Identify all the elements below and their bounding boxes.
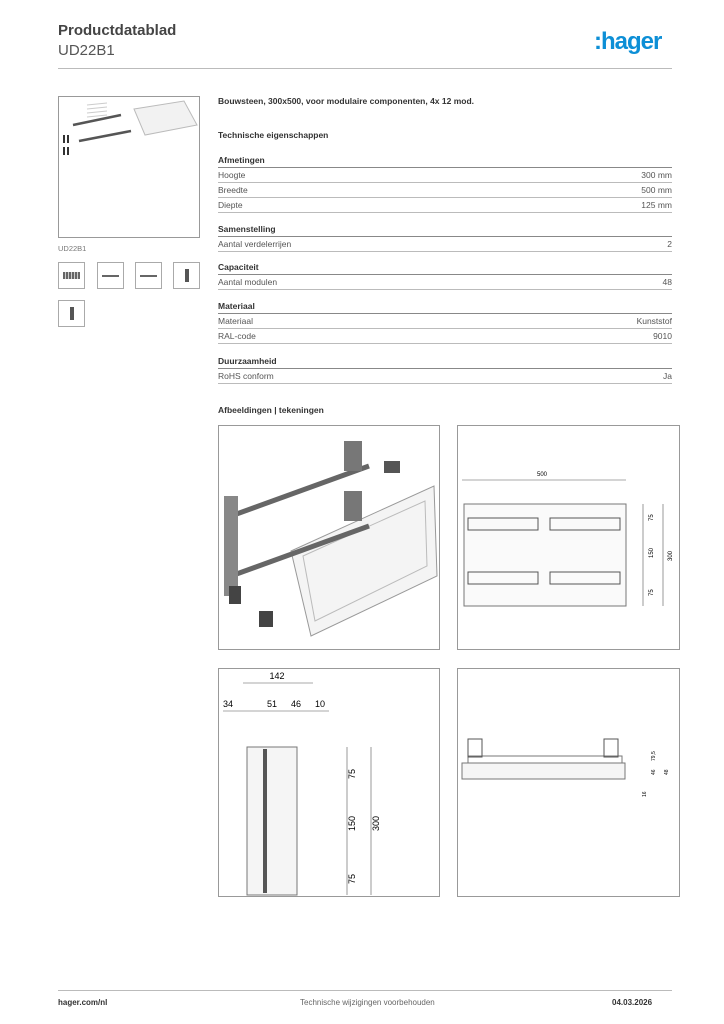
- isometric-illustration: [219, 426, 439, 649]
- dim-h1: 75: [347, 768, 357, 779]
- product-image[interactable]: [58, 96, 200, 238]
- spec-label: Aantal verdelerrijen: [218, 239, 292, 249]
- spec-value: 2: [667, 239, 672, 249]
- product-description: Bouwsteen, 300x500, voor modulaire componenten, 4x 12 mod.: [218, 96, 475, 106]
- spec-row: [218, 276, 672, 290]
- dim-c: 48: [664, 769, 670, 775]
- dim-width: 500: [536, 472, 548, 478]
- spec-value: 125 mm: [641, 200, 672, 210]
- drawing-side[interactable]: [218, 668, 440, 897]
- thumbnail-bracket-2[interactable]: [58, 300, 85, 327]
- footer-divider: [58, 990, 672, 991]
- dim-bottom: 75: [649, 589, 655, 596]
- spec-section-title: Capaciteit: [218, 262, 672, 275]
- spec-section-title: Samenstelling: [218, 224, 672, 237]
- side-dimension-drawing: [219, 669, 439, 896]
- dim-d: 10: [315, 699, 326, 709]
- specs-heading: Technische eigenschappen: [218, 130, 329, 140]
- footer-note: Technische wijzigingen voorbehouden: [300, 998, 435, 1007]
- spec-label: RAL-code: [218, 331, 256, 341]
- dim-c: 46: [291, 699, 302, 709]
- dim-h2: 150: [347, 815, 357, 831]
- spec-row: [218, 315, 672, 329]
- page-title: Productdatablad: [58, 22, 177, 39]
- dim-a: 79,5: [651, 751, 657, 761]
- spec-section-title: Duurzaamheid: [218, 356, 672, 369]
- dim-middle: 150: [649, 547, 655, 558]
- dim-height: 300: [371, 815, 381, 831]
- drawing-top[interactable]: [457, 668, 680, 897]
- footer-website[interactable]: hager.com/nl: [58, 998, 108, 1007]
- dim-b: 51: [267, 699, 278, 709]
- spec-label: Diepte: [218, 200, 243, 210]
- dim-d: 16: [642, 791, 648, 797]
- spec-value: 300 mm: [641, 170, 672, 180]
- dim-a: 34: [223, 699, 234, 709]
- spec-value: Kunststof: [636, 316, 672, 326]
- drawing-front[interactable]: [457, 425, 680, 650]
- spec-row: [218, 330, 672, 344]
- spec-section-title: Afmetingen: [218, 155, 672, 168]
- spec-row: [218, 169, 672, 183]
- product-code: UD22B1: [58, 42, 115, 59]
- spec-label: Breedte: [218, 185, 248, 195]
- dim-height: 300: [668, 550, 674, 561]
- image-label: UD22B1: [58, 244, 87, 253]
- spec-value: Ja: [663, 371, 672, 381]
- spec-row: [218, 370, 672, 384]
- spec-row: [218, 238, 672, 252]
- spec-row: [218, 184, 672, 198]
- dim-b: 46: [651, 769, 657, 775]
- spec-section-title: Materiaal: [218, 301, 672, 314]
- drawings-heading: Afbeeldingen | tekeningen: [218, 405, 324, 415]
- hager-logo: :hager: [594, 28, 662, 55]
- top-dimension-drawing: [458, 669, 679, 896]
- spec-value: 9010: [653, 331, 672, 341]
- front-dimension-drawing: [458, 426, 679, 649]
- spec-label: Aantal modulen: [218, 277, 278, 287]
- thumbnail-rail-set[interactable]: [58, 262, 85, 289]
- footer-date: 04.03.2026: [612, 998, 653, 1007]
- product-illustration: [59, 97, 199, 237]
- drawing-isometric[interactable]: [218, 425, 440, 650]
- spec-label: Materiaal: [218, 316, 253, 326]
- thumbnail-bracket[interactable]: [173, 262, 200, 289]
- spec-value: 48: [662, 277, 672, 287]
- dim-h3: 75: [347, 873, 357, 884]
- thumbnail-din-rail[interactable]: [97, 262, 124, 289]
- divider: [58, 68, 672, 69]
- spec-label: RoHS conform: [218, 371, 274, 381]
- spec-value: 500 mm: [641, 185, 672, 195]
- dim-top: 75: [649, 514, 655, 521]
- thumbnail-din-rail-2[interactable]: [135, 262, 162, 289]
- spec-label: Hoogte: [218, 170, 246, 180]
- spec-row: [218, 199, 672, 213]
- dim-total-depth: 142: [269, 671, 285, 681]
